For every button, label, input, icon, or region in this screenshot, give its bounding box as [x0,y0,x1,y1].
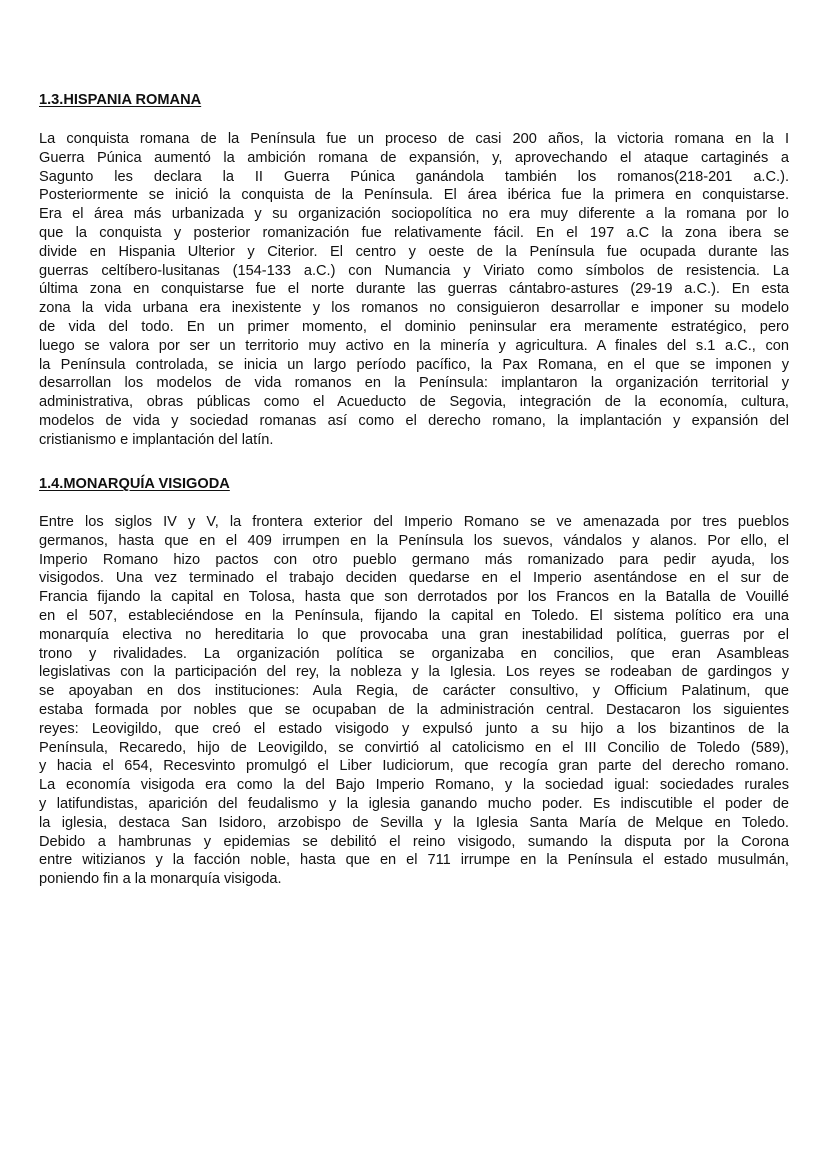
section-body-hispania-romana [39,130,789,450]
section-heading-hispania-romana: 1.3.HISPANIA ROMANA [39,92,202,108]
section-body-monarquia-visigoda [39,513,789,889]
text-line: divide en Hispania Ulterior y Citerior. El centro y oeste de la Península fue ocupada durante las [39,243,789,260]
text-line: Península, Recaredo, hijo de Leovigildo, se convirtió al catolicismo en el III Concilio de Toledo (589), [39,739,789,756]
text-line: entre witizianos y la facción noble, hasta que en el 711 irrumpe en la Península el estado musulmán, [39,852,789,869]
text-line: Sagunto les declara la II Guerra Púnica ganándola también los romanos(218-201 a.C.). [39,168,789,185]
text-line: se apoyaban en dos instituciones: Aula Regia, de carácter consultivo, y Officium Palatinum, que [39,683,789,700]
text-line: que la conquista y posterior romanización fue relativamente fácil. En el 197 a.C la zona ibera se [39,224,789,241]
text-line: Debido a hambrunas y epidemias se debilitó el reino visigodo, sumando la disputa por la Corona [39,833,789,850]
text-line: poniendo fin a la monarquía visigoda. [39,871,282,888]
text-line: de vida del todo. En un primer momento, el dominio peninsular era meramente estratégico, pero [39,318,789,335]
text-line: visigodos. Una vez terminado el trabajo deciden quedarse en el Imperio asentándose en el sur de [39,570,789,587]
text-line: guerras celtíbero-lusitanas (154-133 a.C.) con Numancia y Viriato como símbolos de resistencia. La [39,262,789,279]
text-line: Entre los siglos IV y V, la frontera exterior del Imperio Romano se ve amenazada por tres pueblos [39,514,789,530]
text-line: La conquista romana de la Península fue un proceso de casi 200 años, la victoria romana en la I [39,131,789,147]
text-line: la Península controlada, se inicia un largo período pacífico, la Pax Romana, en el que se imponen y [39,356,789,373]
text-line: y latifundistas, aparición del feudalismo y la iglesia ganando mucho poder. Es indiscutible el poder de [39,795,789,812]
text-line: la iglesia, destaca San Isidoro, arzobispo de Sevilla y la Iglesia Santa María de Melque en Toledo. [39,814,789,831]
text-line: reyes: Leovigildo, que creó el estado visigodo y expulsó junto a su hijo a los bizantinos de la [39,720,789,737]
text-line: cristianismo e implantación del latín. [39,431,274,448]
text-line: zona la vida urbana era inexistente y los romanos no consiguieron desarrollar e imponer su modelo [39,300,789,317]
text-line: última zona en conquistarse fue el norte durante las guerras cántabro-astures (29-19 a.C.). En esta [39,281,789,298]
text-line: modelos de vida y sociedad romanas así como el derecho romano, la implantación y expansión del [39,412,789,429]
text-line: germanos, hasta que en el 409 irrumpen en la Península los suevos, vándalos y alanos. Por ello, el [39,532,789,549]
text-line: trono y rivalidades. La organización política se organizaba en concilios, que eran Asambleas [39,645,789,662]
text-line: estaba formada por nobles que se ocupaban de la administración central. Destacaron los siguientes [39,701,789,718]
text-line: desarrollan los modelos de vida romanos en la Península: implantaron la organización territorial y [39,375,789,392]
text-line: Imperio Romano hizo pactos con otro pueblo germano más romanizado para pedir ayuda, los [39,551,789,568]
text-line: en el 507, estableciéndose en la Península, fijando la capital en Toledo. El sistema político era una [39,607,789,624]
section-heading-monarquia-visigoda: 1.4.MONARQUÍA VISIGODA [39,476,230,492]
text-line: Posteriormente se inició la conquista de la Península. El área ibérica fue la primera en conquistarse. [39,187,789,204]
text-line: La economía visigoda era como la del Bajo Imperio Romano, y la sociedad igual: sociedades rurales [39,777,789,794]
text-line: monarquía electiva no hereditaria lo que provocaba una gran inestabilidad política, guerras por el [39,626,789,643]
text-line: luego se valora por ser un territorio muy activo en la minería y agricultura. A finales del s.1 a.C., con [39,337,789,354]
text-line: Guerra Púnica aumentó la ambición romana de expansión, y, aprovechando el ataque cartaginés a [39,149,789,166]
text-line: Era el área más urbanizada y su organización sociopolítica no era muy diferente a la romana por lo [39,206,789,223]
text-line: y hacia el 654, Recesvinto promulgó el Liber Iudiciorum, que recogía gran parte del derecho romano. [39,758,789,775]
text-line: legislativas con la participación del rey, la nobleza y la Iglesia. Los reyes se rodeaban de gardingos y [39,664,789,681]
text-line: Francia fijando la capital en Tolosa, hasta que son derrotados por los Francos en la Batalla de Vouillé [39,589,789,606]
text-line: administrativa, obras públicas como el Acueducto de Segovia, integración de la economía, cultura, [39,394,789,411]
